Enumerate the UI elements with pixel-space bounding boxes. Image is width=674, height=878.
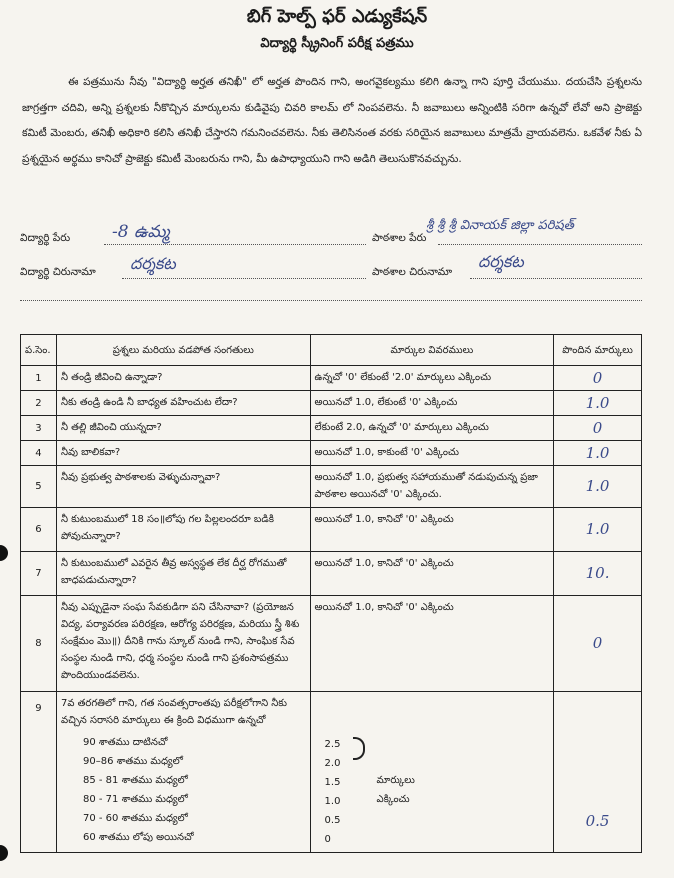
row-question: నీ తండ్రి జీవించి ఉన్నాడా? [56, 366, 310, 391]
row-mark[interactable]: 0 [554, 416, 642, 441]
col-header-mark: పొందిన మార్కులు [554, 335, 642, 366]
school-name-label: పాఠశాల పేరు [372, 232, 427, 244]
col-header-question: ప్రశ్నలు మరియు వడపోత సంగతులు [56, 335, 310, 366]
brace-label-line: మార్కులు [376, 775, 415, 786]
row-rule: ఉన్నచో '0' లేకుంటే '2.0' మార్కులు ఎక్కించు [310, 366, 554, 391]
table-row [21, 552, 642, 596]
org-title: బిగ్ హెల్ప్ ఫర్ ఎడ్యుకేషన్ [246, 6, 428, 27]
row-number: 8 [21, 596, 57, 692]
row-question: నీకు తండ్రి ఉండి నీ బాధ్యత వహించుట లేదా? [56, 391, 310, 416]
school-address-line [470, 278, 642, 279]
row-number: 7 [21, 552, 57, 596]
row-question: నీ కుటుంబములో 18 సం॥లోపు గల పిల్లలందరూ బడికి పోవుచున్నారా? [56, 508, 310, 552]
table-row [21, 466, 642, 508]
row-number: 5 [21, 466, 57, 508]
row-mark[interactable]: 1.0 [554, 441, 642, 466]
row-question: నీ కుటుంబములో ఎవరైన తీవ్ర అస్వస్థత లేక దీర్ఘ రోగముతో బాధపడుచున్నారా? [56, 552, 310, 596]
grade-range: 60 శాతము లోపు అయినచో [82, 832, 194, 843]
form-title: విద్యార్థి స్క్రీనింగ్ పరీక్ష పత్రము [260, 36, 414, 51]
row-number: 2 [21, 391, 57, 416]
punch-hole [0, 545, 8, 561]
table-row [21, 596, 642, 692]
punch-hole [0, 845, 8, 861]
grade-value: 0.5 [324, 815, 341, 826]
row-question: నీవు ఎప్పుడైనా సంఘ సేవకుడిగా పని చేసినావా? (ప్రయోజన విద్య, పర్యావరణ పరిరక్షణ, ఆరోగ్య పరిరక్షణ, మరియు స్త్రీ శిశు సంక్షేమం మొ॥) దీనికి గాను స్కూల్ నుండి గాని, సాంఘిక సేవ సంస్థల నుండి గాని, ధర్మ సంస్థల నుండి గాని ప్రశంసాపత్రము పొందియుండవలెను. [56, 596, 310, 692]
row-number: 6 [21, 508, 57, 552]
screening-table [20, 334, 642, 853]
row-rule: అయినచో 1.0, కానిచో '0' ఎక్కించు [310, 596, 554, 692]
school-name-line [438, 244, 642, 245]
student-name-label: విద్యార్థి పేరు [20, 232, 71, 244]
table-row [21, 692, 642, 853]
row-rule: అయినచో 1.0, కానిచో '0' ఎక్కించు [310, 552, 554, 596]
student-name-value[interactable]: -8 ఉమ్మ [112, 222, 170, 242]
student-address-value[interactable]: దర్శకట [130, 254, 176, 273]
row-mark[interactable]: 0 [554, 596, 642, 692]
row-number: 1 [21, 366, 57, 391]
row-question: నీ తల్లి జీవించి యున్నదా? [56, 416, 310, 441]
row-rule: అయినచో 1.0, కానిచో '0' ఎక్కించు [310, 508, 554, 552]
grades-question: 7వ తరగతిలో గాని, గత సంవత్సరాంతపు పరీక్షలోగాని నీకు వచ్చిన సరాసరి మార్కులు ఈ క్రింది విధముగా ఉన్నచో [60, 698, 287, 726]
grade-ranges [83, 733, 306, 847]
row-question: నీవు ప్రభుత్వ పాఠశాలకు వెళ్ళుచున్నావా? [56, 466, 310, 508]
grade-range: 90–86 శాతము మధ్యలో [82, 756, 183, 767]
table-row [21, 508, 642, 552]
grade-value: 2.0 [324, 758, 341, 769]
grade-value: 2.5 [324, 739, 341, 750]
grade-value: 1.0 [324, 796, 341, 807]
grade-range: 90 శాతము దాటినచో [82, 737, 168, 748]
table-row [21, 416, 642, 441]
grade-values [325, 735, 550, 849]
col-header-serial: ప.సెం. [21, 335, 57, 366]
row-number: 9 [21, 692, 57, 853]
row-question-grades [56, 692, 310, 853]
table-header-row [21, 335, 642, 366]
col-header-rule: మార్కుల వివరములు [310, 335, 554, 366]
row-mark[interactable]: 0.5 [554, 692, 642, 853]
row-number: 3 [21, 416, 57, 441]
table-row [21, 441, 642, 466]
school-address-value[interactable]: దర్శకట [478, 252, 524, 271]
row-mark[interactable]: 1.0 [554, 466, 642, 508]
row-rule: అయినచో 1.0, ప్రభుత్వ సహాయముతో నడుపుచున్న ప్రజా పాఠశాల అయినచో '0' ఎక్కించు. [310, 466, 554, 508]
grade-range: 80 - 71 శాతము మధ్యలో [82, 794, 188, 805]
table-row [21, 366, 642, 391]
grade-value: 1.5 [324, 777, 341, 788]
row-mark[interactable]: 10. [554, 552, 642, 596]
school-name-value[interactable]: శ్రీ శ్రీ శ్రీ వినాయక్ జిల్లా పరిషత్ [426, 218, 574, 233]
grade-range: 85 - 81 శాతము మధ్యలో [82, 775, 188, 786]
row-mark[interactable]: 1.0 [554, 391, 642, 416]
instructions-paragraph: ఈ పత్రమును నీవు "విద్యార్థి అర్హత తనిఖీ" లో అర్హత పొందిన గాని, అంగవైకల్యము కలిగి ఉన్నా గాని పూర్తి చేయుము. దయచేసి ప్రశ్నలను జాగ్రత్తగా చదివి, అన్ని ప్రశ్నలకు నీకొచ్చిన మార్కులను కుడివైపు చివరి కాలమ్ లో నింపవలెను. నీ జవాబులు అన్నింటికి సరిగా ఉన్నవో లేవో అని ప్రాజెక్టు కమిటీ మెంబరు, తనిఖీ అధికారి కలిసి తనిఖీ చేస్తారని గమనించవలెను. నీకు తెలిసినంత వరకు సరియైన జవాబులు మాత్రమే వ్రాయవలెను. ఒకవేళ నీకు ఏ ప్రశ్నయైన అర్థము కానిచో ప్రాజెక్టు కమిటీ మెంబరును గాని, మీ ఉపాధ్యాయుని గాని అడిగి తెలుసుకొనవచ్చును. [22, 76, 642, 165]
row-number: 4 [21, 441, 57, 466]
student-address-line [122, 278, 366, 279]
grade-range: 70 - 60 శాతము మధ్యలో [82, 813, 188, 824]
brace-label-line: ఎక్కించు [376, 794, 410, 805]
row-rule: అయినచో 1.0, కాకుంటే '0' ఎక్కించు [310, 441, 554, 466]
table-row [21, 391, 642, 416]
blank-address-line [20, 300, 642, 301]
brace-label [376, 771, 415, 805]
row-question: నీవు బాలికవా? [56, 441, 310, 466]
row-mark[interactable]: 1.0 [554, 508, 642, 552]
student-address-label: విద్యార్థి చిరునామా [20, 266, 96, 278]
row-mark[interactable]: 0 [554, 366, 642, 391]
row-rule-grades [310, 692, 554, 853]
grade-value: 0 [324, 834, 331, 845]
row-rule: లేకుంటే 2.0, ఉన్నచో '0' మార్కులు ఎక్కించు [310, 416, 554, 441]
row-rule: అయినచో 1.0, లేకుంటే '0' ఎక్కించు [310, 391, 554, 416]
school-address-label: పాఠశాల చిరునామా [372, 266, 453, 278]
